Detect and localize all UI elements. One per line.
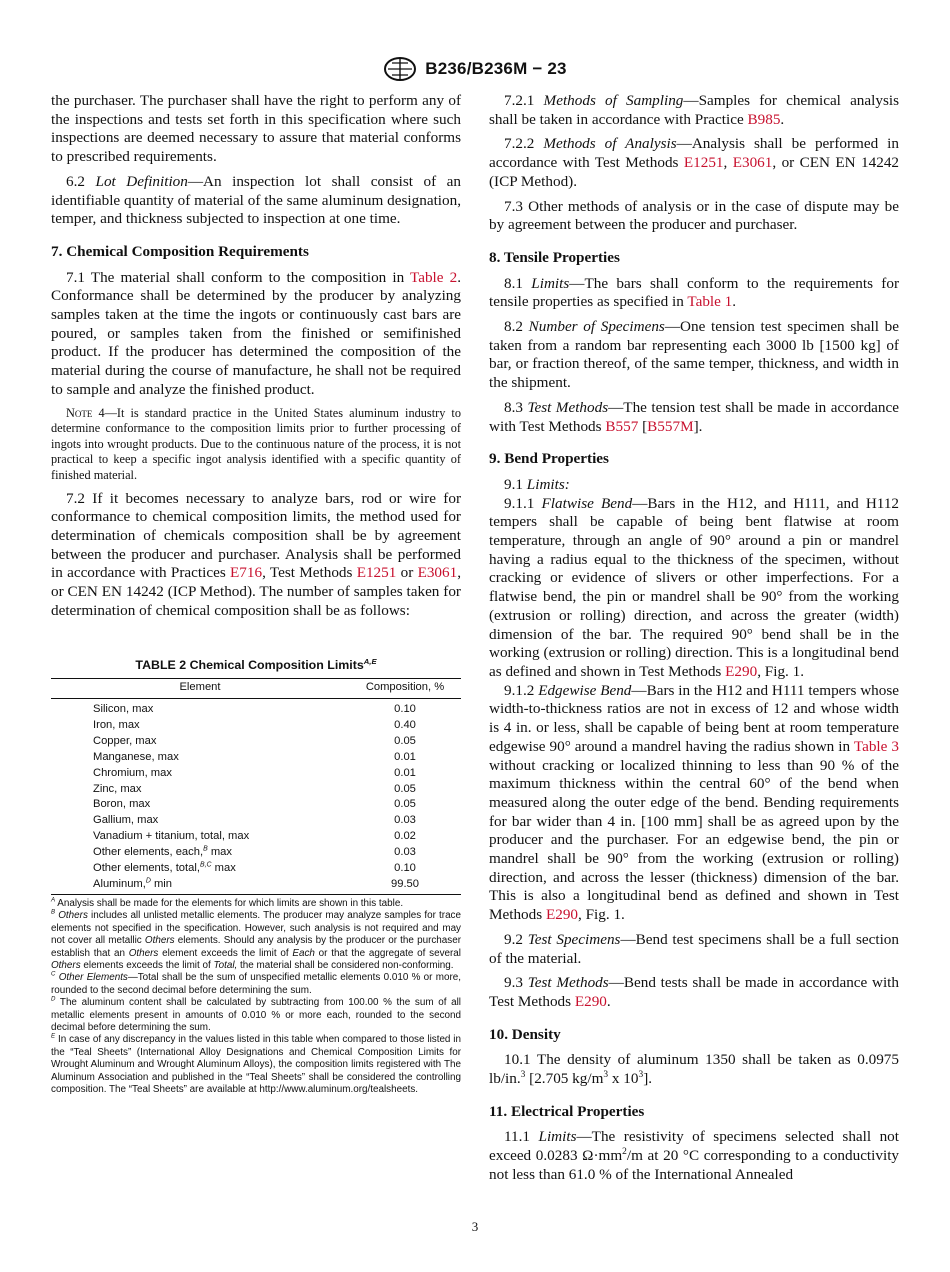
section-11-1 (489, 1128, 899, 1184)
section-number: 9.2 (504, 930, 528, 948)
section-text: . (606, 992, 611, 1010)
section-number: 9.1.2 (504, 681, 539, 699)
section-number: 11.1 (504, 1128, 539, 1146)
note-text: —It is standard practice in the United States aluminum industry to determine conformance to the composition limits prior to further processing of ingots into wrought products. Due to the continuous nature of the process, it is not practical to keep a specific ingot analysis identified with a specific quantity of finished material. (51, 405, 461, 482)
footnote-text: Others (128, 947, 159, 959)
section-number: 6.2 (66, 172, 96, 190)
table-row (51, 734, 461, 750)
element-cell (51, 813, 349, 829)
section-text: —Samples for chemical analysis shall be taken in accordance with Practice (489, 92, 899, 128)
element-cell (51, 699, 349, 718)
composition-value: 0.05 (394, 734, 416, 747)
composition-value: 0.40 (394, 718, 416, 731)
section-10-1 (489, 1051, 899, 1088)
link-b985[interactable]: B985 (747, 110, 781, 128)
footnote-c (51, 972, 461, 997)
section-text: , (723, 154, 733, 172)
caption-text: TABLE 2 Chemical Composition Limits (135, 658, 364, 673)
composition-table (51, 678, 461, 895)
composition-value: 0.03 (394, 846, 416, 859)
footnote-text: elements. Should any analysis by the producer or the purchaser establish that an (51, 935, 461, 959)
footnote-text: includes all unlisted metallic elements. The producer may analyze samples for trace elements not specified in the specification. However, such analysis is not required and may not cover all metallic (51, 910, 461, 947)
section-number: 8.3 (504, 398, 528, 416)
section-text: —An inspection lot shall consist of an identifiable quantity of material of the same aluminum designation, temper, and thickness subjected to inspection at one time. (51, 172, 461, 228)
element-name: Chromium, max (93, 766, 172, 779)
composition-value: 0.03 (394, 814, 416, 827)
section-text: —The bars shall conform to the requirements for tensile properties as specified in (489, 274, 899, 311)
element-cell (51, 782, 349, 798)
element-cell (51, 718, 349, 734)
section-number: 8.2 (504, 318, 529, 336)
section-text: , or CEN EN 14242 (ICP Method). (489, 154, 900, 190)
heading-section-7: 7. Chemical Composition Requirements (51, 242, 309, 260)
footnote-text: Total, (213, 959, 238, 971)
composition-value: 0.05 (394, 798, 416, 811)
table-row (51, 861, 461, 877)
table-row (51, 813, 461, 829)
table-footnotes (51, 898, 461, 1097)
section-title: Test Specimens (527, 930, 621, 948)
link-e290[interactable]: E290 (725, 662, 758, 680)
page-number: 3 (471, 1219, 479, 1234)
footnote-text: or that the aggregate of several (314, 947, 461, 959)
table-row (51, 766, 461, 782)
section-text: 7.2 If it becomes necessary to analyze bars, rod or wire for conformance to chemical composition limits, the method used for determination of chemicals composition shall be by agreement between the producer and purchaser. Analysis shall be performed in accordance with Practices (51, 489, 461, 582)
table-row (51, 718, 461, 734)
footnote-text: Others (51, 959, 81, 971)
paragraph-continuation: the purchaser. The purchaser shall have the right to perform any of the inspections and tests set forth in this specification where such inspections are deemed necessary to assure that material conforms to prescribed requirements. (51, 92, 461, 166)
footnote-marker: B,C (199, 861, 212, 869)
section-title: Limits (531, 274, 570, 292)
element-cell (51, 766, 349, 782)
section-7-1 (51, 269, 461, 400)
section-title: Limits (538, 1128, 577, 1146)
link-e3061[interactable]: E3061 (732, 154, 773, 172)
footnote-marker: B (203, 845, 208, 853)
element-name: Vanadium + titanium, total, max (93, 830, 250, 843)
section-text: [ (638, 417, 648, 435)
section-text: ]. (693, 417, 703, 435)
element-cell (51, 877, 349, 894)
superscript: 3 (638, 1069, 644, 1080)
section-title: Methods of Sampling (543, 92, 684, 109)
heading-section-8: 8. Tensile Properties (489, 248, 620, 266)
footnote-marker: D (51, 995, 56, 1003)
section-text: without cracking or localized thinning to less than 90 % of the maximum thickness within the central 60° of the bend when measured along the outer edge of the bend. Bending requirements for bar wider than 4 in. [100 mm] shall be as agreed upon by the producer and the purchaser. For an edgewise bend, the pin or mandrel shall be 90° from the working (extrusion or rolling) direction, and across the lesser (thickness) dimension of the bar. This is also a longitudinal bend as defined and shown in Test Methods (489, 756, 899, 924)
table-row (51, 782, 461, 798)
section-title: Edgewise Bend (538, 681, 632, 699)
section-number: 7.2.2 (504, 135, 544, 153)
element-name: Other elements, total, (93, 862, 200, 875)
element-cell (51, 734, 349, 750)
link-table-3[interactable]: Table 3 (853, 737, 900, 755)
footnote-a (51, 898, 461, 910)
element-name: Gallium, max (93, 814, 159, 827)
link-e290[interactable]: E290 (574, 992, 607, 1010)
superscript: 2 (622, 1147, 627, 1158)
table-row (51, 797, 461, 813)
section-title: Lot Definition (95, 172, 188, 190)
section-title: Number of Specimens (528, 318, 665, 336)
section-text: , Fig. 1. (757, 662, 805, 680)
footnote-text: elements exceeds the limit of (80, 959, 214, 971)
note-4 (51, 406, 461, 484)
element-suffix: max (211, 862, 236, 875)
section-text: /m at 20 °C corresponding to a conductivity not less than 61.0 % of the International Annealed (489, 1147, 900, 1183)
section-8-1 (489, 275, 899, 312)
footnote-text: —Total shall be the sum of unspecified metallic elements 0.010 % or more, rounded to the second decimal before determining the sum. (51, 972, 461, 996)
composition-value: 99.50 (349, 877, 461, 894)
table-row (51, 877, 461, 894)
element-name: Boron, max (93, 798, 151, 811)
element-name: Copper, max (93, 734, 157, 747)
footnote-text: The aluminum content shall be calculated by subtracting from 100.00 % the sum of all metallic elements present in amounts of 0.010 % or more each, rounded to the second decimal before determining the sum. (51, 997, 461, 1033)
section-number: 7.2.1 (504, 92, 544, 109)
heading-section-10: 10. Density (489, 1025, 561, 1043)
section-text: —The tension test shall be made in accordance with Test Methods (489, 398, 899, 435)
link-e290[interactable]: E290 (545, 906, 579, 924)
footnote-text: Analysis shall be made for the elements for which limits are shown in this table. (55, 897, 404, 909)
section-text: , or CEN EN 14242 (ICP Method). The number of samples taken for determination of chemical composition shall be as follows: (51, 564, 462, 619)
section-text: —Bend tests shall be made in accordance with Test Methods (489, 974, 899, 1010)
superscript: 3 (520, 1069, 526, 1080)
footnote-marker: A (51, 896, 56, 904)
element-cell (51, 797, 349, 813)
footnote-marker: D (145, 877, 151, 885)
footnote-text: In case of any discrepancy in the values listed in this table when compared to those listed in the “Teal Sheets” (International Alloy Designations and Chemical Composition Limits for Wrought Aluminum and Wrought Aluminum Alloys), the composition limits registered with The Aluminum Association and published in the “Teal Sheets” shall be considered the controlling composition. The “Teal Sheets” are available at http://www.aluminum.org/tealsheets. (51, 1034, 461, 1096)
element-cell (51, 750, 349, 766)
footnote-marker: E (51, 1033, 56, 1041)
link-b557m[interactable]: B557M (647, 417, 694, 435)
section-9-1 (489, 476, 899, 495)
footnote-b (51, 910, 461, 972)
section-text: [2.705 kg/m (525, 1070, 604, 1088)
section-text: —Analysis shall be performed in accordance with Test Methods (489, 135, 899, 172)
section-7-2-2 (489, 135, 899, 191)
table-row (51, 829, 461, 845)
composition-value: 0.05 (394, 782, 416, 795)
header-element: Element (51, 679, 349, 699)
footnote-text: Other Elements (55, 972, 128, 984)
section-text: . Conformance shall be determined by the producer by analyzing samples taken at the time the ingots or continuously cast bars are poured, or samples taken from the finished or semifinished product. If the producer has determined the composition of the material during the course of manufacture, he shall not be required to sample and analyze the finished product. (51, 268, 461, 398)
section-9-2 (489, 931, 899, 968)
section-8-3 (489, 399, 899, 436)
element-cell (51, 861, 349, 877)
table-row (51, 699, 461, 718)
element-suffix: min (150, 878, 173, 891)
section-9-1-2 (489, 682, 899, 925)
section-title: Test Methods (527, 974, 609, 992)
link-b557[interactable]: B557 (605, 417, 639, 435)
astm-logo-icon (383, 56, 417, 82)
table-2 (51, 656, 461, 1096)
element-name: Iron, max (93, 718, 140, 731)
caption-sup: A,E (363, 657, 377, 667)
table-row (51, 750, 461, 766)
section-number: 8.1 (504, 274, 532, 292)
element-cell (51, 845, 349, 861)
section-text: —The resistivity of specimens selected shall not exceed 0.0283 Ω·mm (489, 1128, 899, 1165)
composition-value: 0.10 (394, 862, 416, 875)
section-text: 7.1 The material shall conform to the composition in (66, 268, 410, 286)
footnote-text: element exceeds the limit of (158, 947, 293, 959)
section-text: —Bend test specimens shall be a full section of the material. (489, 930, 899, 967)
footnote-text: Others (55, 910, 88, 922)
superscript: 3 (603, 1069, 609, 1080)
composition-value: 0.02 (394, 830, 416, 843)
section-7-2 (51, 490, 461, 621)
section-7-2-1 (489, 92, 899, 129)
table-header-row (51, 679, 461, 699)
composition-value: 0.01 (394, 766, 416, 779)
link-e716[interactable]: E716 (230, 564, 263, 582)
footnote-marker: B (51, 909, 56, 917)
section-title: Methods of Analysis (543, 135, 677, 153)
page-header (0, 54, 950, 84)
element-name: Manganese, max (93, 750, 179, 763)
section-number: 9.1.1 (504, 494, 542, 512)
link-e1251[interactable]: E1251 (683, 154, 724, 172)
section-8-2 (489, 318, 899, 393)
section-text: —One tension test specimen shall be taken from a random bar representing each 3000 lb [1500 kg] of bar, or fraction thereof, of the same temper, thickness, and width in the shipment. (489, 318, 899, 392)
footnote-marker: C (51, 971, 56, 979)
section-text: ]. (643, 1070, 653, 1088)
section-title: Flatwise Bend (541, 494, 633, 512)
left-column (51, 92, 461, 1096)
composition-value: 0.01 (394, 750, 416, 763)
section-text: or (396, 564, 418, 582)
footnote-d (51, 997, 461, 1034)
composition-value: 0.10 (394, 703, 416, 716)
table-row (51, 845, 461, 861)
link-e3061[interactable]: E3061 (417, 564, 458, 582)
footnote-text: Others (144, 935, 175, 947)
section-9-3 (489, 974, 899, 1011)
footnote-e (51, 1034, 461, 1096)
element-cell (51, 829, 349, 845)
section-text: —Bars in the H12 and H111 tempers whose width-to-thickness ratios are not in excess of 12 and whose width is 4 in. or less, shall be capable of being bent at room temperature edgewise 90° around a mandrel having the radius shown in (489, 681, 900, 755)
section-9-1-1 (489, 495, 899, 682)
element-name: Aluminum, (93, 878, 146, 891)
right-column (489, 92, 899, 1191)
section-title: Test Methods (527, 398, 609, 416)
section-text: , Fig. 1. (578, 906, 625, 924)
section-text: 10.1 The density of aluminum 1350 shall be taken as 0.0975 lb/in. (489, 1051, 899, 1088)
element-name: Zinc, max (93, 782, 142, 795)
heading-section-9: 9. Bend Properties (489, 450, 609, 468)
section-text: . (780, 110, 785, 128)
section-6-2 (51, 173, 461, 229)
document-designation: B236/B236M − 23 (425, 59, 567, 78)
element-name: Other elements, each, (93, 846, 204, 859)
note-label: Note 4 (66, 405, 105, 420)
link-table-1[interactable]: Table 1 (687, 293, 733, 311)
footnote-text: the material shall be considered non-conforming. (237, 959, 454, 971)
section-title: Limits: (526, 475, 570, 493)
element-name: Silicon, max (93, 703, 154, 716)
section-number: 9.1 (504, 475, 527, 493)
table-caption (51, 656, 461, 675)
element-suffix: max (207, 846, 232, 859)
link-table-2[interactable]: Table 2 (410, 268, 458, 286)
section-text: . (732, 293, 737, 311)
section-7-3: 7.3 Other methods of analysis or in the case of dispute may be by agreement between the producer and purchaser. (489, 197, 899, 234)
heading-section-11: 11. Electrical Properties (489, 1102, 645, 1120)
footnote-text: Each (292, 947, 315, 959)
header-composition: Composition, % (349, 679, 461, 699)
section-text: —Bars in the H12, and H111, and H112 tempers shall be capable of being bent flatwise at room temperature, through an angle of 90° around a pin or mandrel having a radius equal to the thickness of the specimen, without cracking or evidence of slivers or other imperfections. For a flatwise bend, the pin or mandrel shall be 90° from the working (extrusion or rolling) direction, and across the greater (width) dimension of the bar. The required 90° bend shall be in the working (extrusion or rolling) direction. This is a longitudinal bend as defined and shown in Test Methods (489, 494, 900, 680)
link-e1251[interactable]: E1251 (356, 564, 397, 582)
table-body (51, 699, 461, 895)
section-text: x 10 (608, 1070, 639, 1088)
section-text: , Test Methods (262, 564, 357, 582)
section-number: 9.3 (504, 974, 528, 992)
